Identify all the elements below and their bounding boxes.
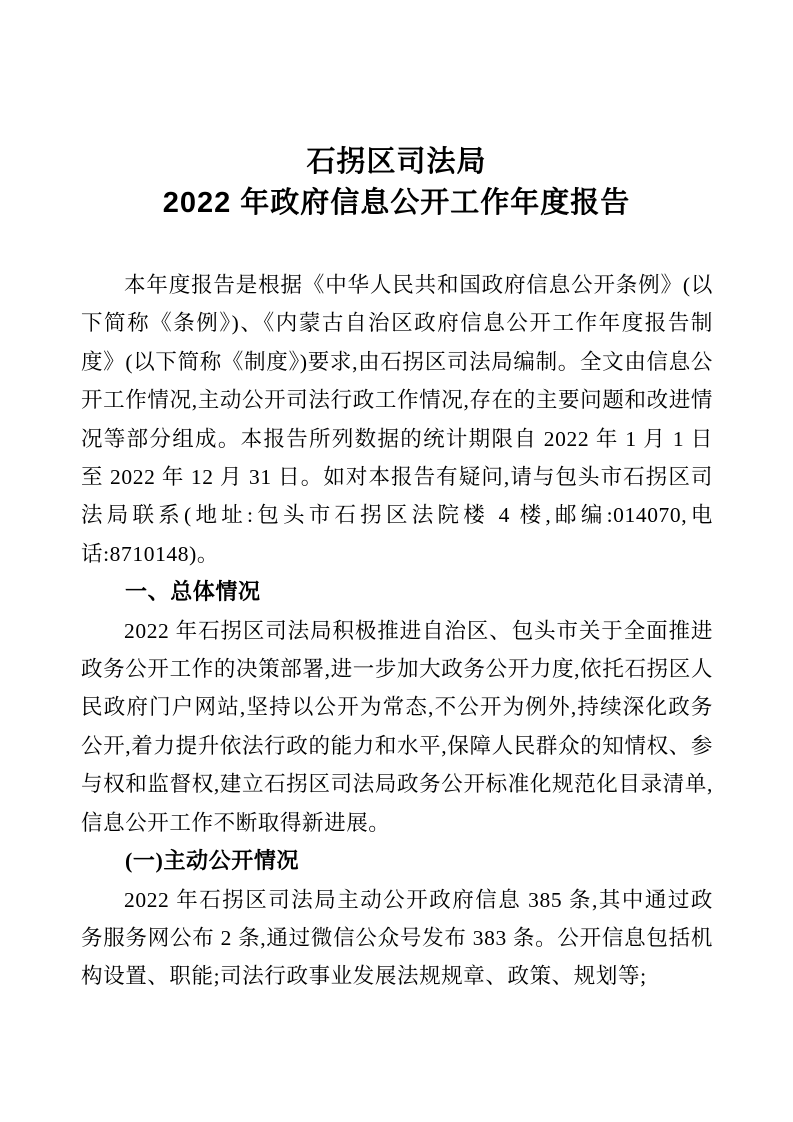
subsection-heading-proactive-disclosure: (一)主动公开情况 <box>125 848 300 874</box>
section-heading-overall-situation: 一、总体情况 <box>125 579 261 605</box>
document-title-line-1: 石拐区司法局 <box>306 146 487 178</box>
document-title-line-2: 2022 年政府信息公开工作年度报告 <box>162 187 631 219</box>
document-title <box>0 142 793 224</box>
paragraph-report-intro: 本年度报告是根据《中华人民共和国政府信息公开条例》(以下简称《条例》)、《内蒙古自治区政府信息公开工作年度报告制度》(以下简称《制度》)要求,由石拐区司法局编制。全文由信息公开工作情况,主动公开司法行政工作情况,存在的主要问题和改进情况等部分组成。本报告所列数据的统计期限自 2022 年 1 月 1 日至 2022 年 12 月 31 日。如对本报告有疑问,请与包头市石拐区司法局联系(地址:包头市石拐区法院楼 4 楼,邮编:014070,电话:8710148)。 <box>81 273 713 566</box>
paragraph-overall-situation: 2022 年石拐区司法局积极推进自治区、包头市关于全面推进政务公开工作的决策部署,进一步加大政务公开力度,依托石拐区人民政府门户网站,坚持以公开为常态,不公开为例外,持续深化政务公开,着力提升依法行政的能力和水平,保障人民群众的知情权、参与权和监督权,建立石拐区司法局政务公开标准化规范化目录清单,信息公开工作不断取得新进展。 <box>81 618 713 835</box>
paragraph-proactive-disclosure: 2022 年石拐区司法局主动公开政府信息 385 条,其中通过政务服务网公布 2 条,通过微信公众号发布 383 条。公开信息包括机构设置、职能;司法行政事业发展法规规章、政策、规划等; <box>81 887 713 989</box>
document-body <box>0 266 793 996</box>
